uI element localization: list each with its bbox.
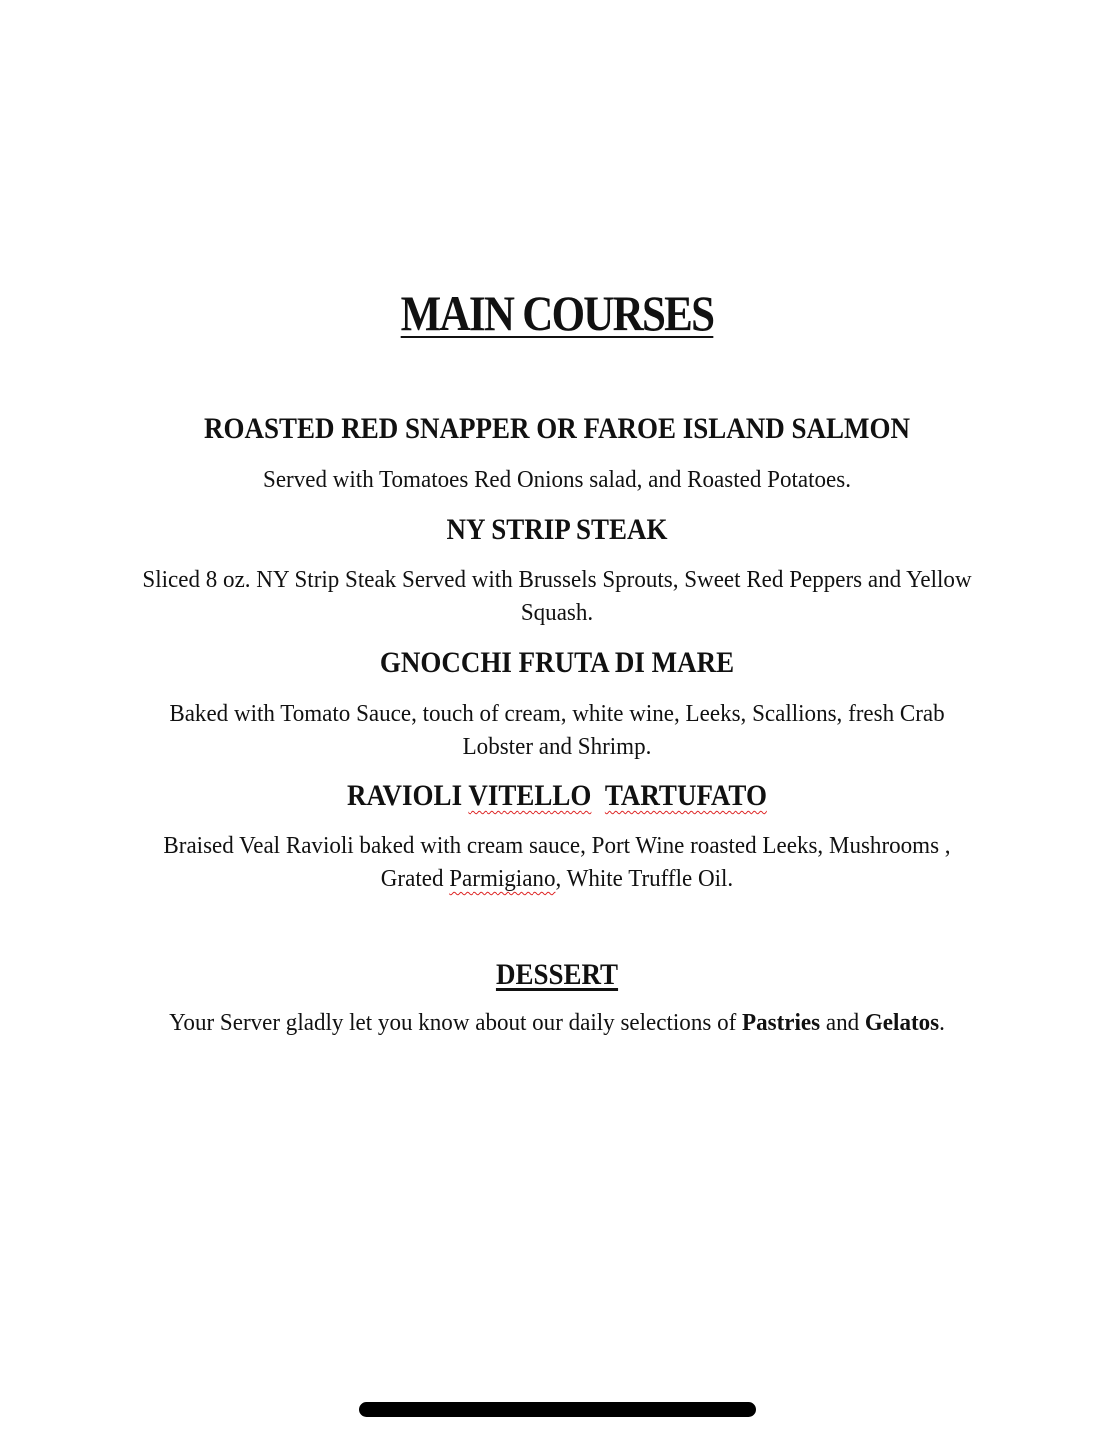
dessert-heading: DESSERT [495,958,619,991]
dish-description-gnocchi: Baked with Tomato Sauce, touch of cream, white wine, Leeks, Scallions, fresh Crab Lobster and Shrimp. [169,701,945,760]
spellcheck-flagged-word[interactable]: Parmigiano [449,866,556,892]
dish-description-snapper-salmon: Served with Tomatoes Red Onions salad, and Roasted Potatoes. [263,467,851,493]
dish-name-gnocchi: GNOCCHI FRUTA DI MARE [379,646,735,679]
main-courses-heading: MAIN COURSES [400,285,714,341]
spellcheck-flagged-word[interactable]: TARTUFATO [604,779,767,812]
dish-description-ny-strip-steak: Sliced 8 oz. NY Strip Steak Served with Brussels Sprouts, Sweet Red Peppers and Yellow Squash. [142,567,972,626]
dessert-text-part-2: and [820,1010,865,1036]
dessert-description [22,1010,1091,1037]
dish-name-snapper-salmon: ROASTED RED SNAPPER OR FAROE ISLAND SALMON [203,412,911,445]
dessert-gelatos: Gelatos [864,1010,940,1036]
home-indicator-bar[interactable] [359,1402,756,1417]
dessert-text-part-1: Your Server gladly let you know about our daily selections of [169,1010,743,1036]
dessert-pastries: Pastries [742,1010,821,1036]
dish-name-ny-strip-steak: NY STRIP STEAK [446,513,668,546]
dish-description-ravioli-part-1: Braised Veal Ravioli baked with cream sauce, Port Wine roasted Leeks, Mushrooms , Grated [163,833,951,892]
dessert-text-part-3: . [939,1010,945,1036]
dish-description-ravioli [137,830,976,896]
spellcheck-flagged-word[interactable]: VITELLO [468,779,592,812]
dish-name-ravioli [56,779,1059,813]
dish-description-ravioli-part-2: , White Truffle Oil. [555,866,734,892]
dish-name-ravioli-prefix: RAVIOLI [347,779,469,812]
